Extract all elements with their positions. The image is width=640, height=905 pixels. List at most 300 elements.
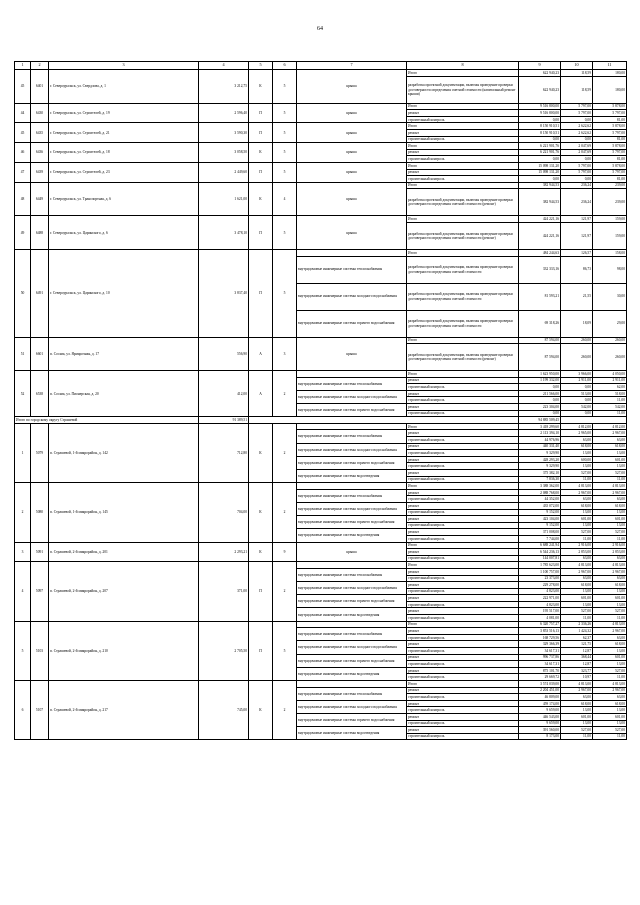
- house-floors: 5: [273, 621, 297, 680]
- limit-cost-value: 601,00: [593, 456, 627, 463]
- cost-value: 15 098 131,20: [519, 162, 561, 169]
- cost-value: 0,00: [519, 384, 561, 391]
- table-row: [15, 143, 627, 150]
- unit-cost-value: 13,00: [561, 720, 593, 727]
- work-type: строительный контроль: [407, 450, 519, 457]
- limit-cost-value: 13,00: [593, 707, 627, 714]
- limit-cost-value: 601,00: [593, 595, 627, 602]
- work-type: ремонт: [407, 713, 519, 720]
- cost-value: 1 199 332,00: [519, 377, 561, 384]
- work-type: ремонт: [407, 377, 519, 384]
- house-address: п. Страшевой, 2-й микрорайон, д. 217: [49, 681, 199, 740]
- cost-value: 195 517,00: [519, 608, 561, 615]
- limit-cost-value: 63,00: [593, 694, 627, 701]
- col-header: 6: [273, 62, 297, 70]
- house-class: К: [249, 542, 273, 562]
- unit-cost-value: 13,00: [561, 601, 593, 608]
- unit-cost-value: 601,00: [561, 713, 593, 720]
- house-address: г. Североуральск, ул. Свердлова, д. 1: [49, 70, 199, 104]
- limit-cost-value: 29,00: [593, 310, 627, 337]
- work-type: Итого: [407, 143, 519, 150]
- house-area: 2 449,60: [199, 162, 249, 182]
- unit-cost-value: 236,24: [561, 182, 593, 189]
- system-name: крыша: [297, 70, 407, 104]
- work-type: Итого: [407, 371, 519, 378]
- work-type: ремонт: [407, 169, 519, 176]
- limit-cost-value: 30,00: [593, 283, 627, 310]
- cost-value: 81 593,21: [519, 283, 561, 310]
- cost-value: 69 318,26: [519, 310, 561, 337]
- unit-cost-value: 618,00: [561, 502, 593, 509]
- work-type: строительный контроль: [407, 615, 519, 622]
- cost-value: 332 333,16: [519, 256, 561, 283]
- row-number: 46: [15, 143, 31, 163]
- limit-cost-value: 601,00: [593, 654, 627, 661]
- cost-value: 0,00: [519, 176, 561, 183]
- work-type: строительный контроль: [407, 437, 519, 444]
- limit-cost-value: 63,00: [593, 555, 627, 562]
- cost-value: 9 659,00: [519, 720, 561, 727]
- system-name: внутридомовые инженерные системы водоотведения: [297, 727, 407, 740]
- house-floors: 2: [273, 371, 297, 417]
- work-type: строительный контроль: [407, 496, 519, 503]
- house-area: 745,00: [199, 681, 249, 740]
- work-type: ремонт: [407, 549, 519, 556]
- system-name: внутридомовые инженерные системы горячего водоснабжения: [297, 713, 407, 726]
- limit-cost-value: 158,00: [593, 249, 627, 256]
- unit-cost-value: 618,00: [561, 700, 593, 707]
- limit-cost-value: 13,00: [593, 509, 627, 516]
- system-name: внутридомовые инженерные системы горячего водоснабжения: [297, 654, 407, 667]
- system-name: внутридомовые инженерные системы теплоснабжения: [297, 687, 407, 700]
- work-type: строительный контроль: [407, 535, 519, 542]
- limit-cost-value: 81,00: [593, 156, 627, 163]
- house-floors: 5: [273, 162, 297, 182]
- house-address: г. Североуральск, ул. Строителей, д. 21: [49, 123, 199, 143]
- house-class: К: [249, 70, 273, 104]
- cost-value: 211 566,00: [519, 390, 561, 397]
- table-row: [15, 70, 627, 77]
- unit-cost-value: 0,00: [561, 397, 593, 404]
- table-row: [15, 216, 627, 223]
- limit-cost-value: 618,00: [593, 582, 627, 589]
- cost-value: 223 304,00: [519, 404, 561, 411]
- work-type: ремонт: [407, 129, 519, 136]
- work-type: Итого: [407, 483, 519, 490]
- limit-cost-value: 601,00: [593, 713, 627, 720]
- cost-value: 1 100 757,00: [519, 568, 561, 575]
- house-class: К: [249, 483, 273, 542]
- unit-cost-value: 527,00: [561, 608, 593, 615]
- work-type: разработка проектной документации, включая проведение проверки достоверности определения сметной стоимости (ремонт): [407, 189, 519, 216]
- house-area: 3 212,75: [199, 70, 249, 104]
- limit-cost-value: 527,00: [593, 667, 627, 674]
- work-type: строительный контроль: [407, 476, 519, 483]
- limit-cost-value: 2 853,00: [593, 549, 627, 556]
- cost-value: 8 173,00: [519, 733, 561, 740]
- system-name: внутридомовые инженерные системы холодного водоснабжения: [297, 283, 407, 310]
- unit-cost-value: 601,00: [561, 595, 593, 602]
- unit-cost-value: 4 813,00: [561, 681, 593, 688]
- cost-value: 7 836,30: [519, 476, 561, 483]
- work-type: ремонт: [407, 654, 519, 661]
- house-class: А: [249, 337, 273, 371]
- unit-cost-value: 2 916,00: [561, 542, 593, 549]
- system-name: внутридомовые инженерные системы холодного водоснабжения: [297, 502, 407, 515]
- work-type: ремонт: [407, 628, 519, 635]
- work-type: строительный контроль: [407, 634, 519, 641]
- unit-cost-value: 0,00: [561, 410, 593, 417]
- empty-cell: [249, 417, 519, 424]
- house-id: 5079: [31, 423, 49, 482]
- unit-cost-value: 118,59: [561, 76, 593, 103]
- system-name: внутридомовые инженерные системы теплоснабжения: [297, 430, 407, 443]
- col-header: 11: [593, 62, 627, 70]
- work-type: ремонт: [407, 502, 519, 509]
- unit-cost-value: 63,00: [561, 555, 593, 562]
- col-header: 7: [297, 62, 407, 70]
- unit-cost-value: 11,00: [561, 733, 593, 740]
- unit-cost-value: 601,00: [561, 516, 593, 523]
- unit-cost-value: 121,97: [561, 222, 593, 249]
- work-type: разработка проектной документации, включая проведение проверки достоверности определения сметной стоимости: [407, 283, 519, 310]
- house-class: П: [249, 123, 273, 143]
- cost-value: 9 152,00: [519, 522, 561, 529]
- limit-cost-value: 81,00: [593, 116, 627, 123]
- house-area: 3 058,50: [199, 143, 249, 163]
- work-type: Итого: [407, 123, 519, 130]
- table-row: [15, 337, 627, 344]
- table-row: [15, 681, 627, 688]
- system-name: внутридомовые инженерные системы водоотведения: [297, 608, 407, 621]
- cost-value: 423 104,00: [519, 516, 561, 523]
- row-number: 48: [15, 182, 31, 216]
- unit-cost-value: 527,00: [561, 470, 593, 477]
- limit-cost-value: 159,00: [593, 216, 627, 223]
- unit-cost-value: 4 813,00: [561, 562, 593, 569]
- unit-cost-value: 4 813,00: [561, 483, 593, 490]
- unit-cost-value: 4 812,00: [561, 423, 593, 430]
- house-area: 1 621,00: [199, 182, 249, 216]
- cost-value: 3 388 362,00: [519, 483, 561, 490]
- work-type: ремонт: [407, 110, 519, 117]
- work-type: строительный контроль: [407, 733, 519, 740]
- cost-value: 6 320 757,27: [519, 621, 561, 628]
- unit-cost-value: 126,57: [561, 249, 593, 256]
- district-total-area: 91 389,51: [199, 417, 249, 424]
- row-number: 2: [15, 483, 31, 542]
- work-type: ремонт: [407, 529, 519, 536]
- house-class: П: [249, 562, 273, 621]
- unit-cost-value: 618,00: [561, 443, 593, 450]
- limit-cost-value: 5 878,00: [593, 103, 627, 110]
- unit-cost-value: 618,00: [561, 582, 593, 589]
- system-name: крыша: [297, 162, 407, 182]
- cost-value: 4 823,00: [519, 588, 561, 595]
- cost-value: 382 944,53: [519, 182, 561, 189]
- limit-cost-value: 13,00: [593, 463, 627, 470]
- house-id: 6449: [31, 182, 49, 216]
- limit-cost-value: 13,00: [593, 648, 627, 655]
- house-area: 3 837,40: [199, 249, 249, 337]
- house-address: г. Североуральск, ул. Царинского, д. 6: [49, 216, 199, 250]
- row-number: 45: [15, 70, 31, 104]
- work-type: ремонт: [407, 443, 519, 450]
- work-type: разработка проектной документации, включая проведение проверки достоверности определения сметной стоимости (ремонт): [407, 222, 519, 249]
- cost-value: 875 101,70: [519, 667, 561, 674]
- row-number: 52: [15, 371, 31, 417]
- cost-value: 44 976,96: [519, 437, 561, 444]
- system-name: внутридомовые инженерные системы горячего водоснабжения: [297, 310, 407, 337]
- cost-value: 8 150 910,51: [519, 123, 561, 130]
- house-id: 6538: [31, 371, 49, 417]
- table-row: [15, 123, 627, 130]
- house-floors: 3: [273, 337, 297, 371]
- house-id: 6430: [31, 103, 49, 123]
- system-name: внутридомовые инженерные системы горячего водоснабжения: [297, 404, 407, 417]
- col-header: 1: [15, 62, 31, 70]
- system-name: внутридомовые инженерные системы холодного водоснабжения: [297, 390, 407, 403]
- unit-cost-value: 260,00: [561, 337, 593, 344]
- cost-value: 0,00: [519, 116, 561, 123]
- limit-cost-value: 4 050,00: [593, 371, 627, 378]
- limit-cost-value: 4 813,00: [593, 621, 627, 628]
- limit-cost-value: 81,00: [593, 176, 627, 183]
- system-name: внутридомовые инженерные системы теплоснабжения: [297, 568, 407, 581]
- cost-value: 3 853 516,13: [519, 628, 561, 635]
- work-type: строительный контроль: [407, 648, 519, 655]
- table-row: [15, 562, 627, 569]
- work-type: Итого: [407, 182, 519, 189]
- house-id: 6439: [31, 162, 49, 182]
- cost-value: 34 617,31: [519, 648, 561, 655]
- unit-cost-value: 11,00: [561, 615, 593, 622]
- work-type: строительный контроль: [407, 522, 519, 529]
- work-type: строительный контроль: [407, 384, 519, 391]
- house-area: 712,80: [199, 423, 249, 482]
- work-type: строительный контроль: [407, 661, 519, 668]
- cost-value: 1 785 623,00: [519, 562, 561, 569]
- unit-cost-value: 13,00: [561, 509, 593, 516]
- work-type: разработка проектной документации, включая проведение проверки достоверности определения сметной стоимости: [407, 256, 519, 283]
- house-floors: 2: [273, 562, 297, 621]
- work-type: ремонт: [407, 667, 519, 674]
- unit-cost-value: 5 797,00: [561, 162, 593, 169]
- cost-value: 229 278,00: [519, 582, 561, 589]
- system-name: крыша: [297, 542, 407, 562]
- unit-cost-value: 0,00: [561, 156, 593, 163]
- cost-value: 622 940,23: [519, 70, 561, 77]
- unit-cost-value: 12,87: [561, 661, 593, 668]
- cost-value: 459 174,00: [519, 700, 561, 707]
- system-name: [297, 681, 407, 688]
- work-type: строительный контроль: [407, 674, 519, 681]
- system-name: внутридомовые инженерные системы холодного водоснабжения: [297, 582, 407, 595]
- house-class: А: [249, 371, 273, 417]
- system-name: крыша: [297, 337, 407, 371]
- house-id: 5103: [31, 621, 49, 680]
- unit-cost-value: 121,75: [561, 641, 593, 648]
- house-area: 2 705,50: [199, 621, 249, 680]
- column-number-row: [15, 62, 627, 70]
- work-type: строительный контроль: [407, 720, 519, 727]
- work-type: ремонт: [407, 470, 519, 477]
- work-type: строительный контроль: [407, 694, 519, 701]
- house-address: п. Сосьва, ул. Пионерская, д. 20: [49, 371, 199, 417]
- row-number: 6: [15, 681, 31, 740]
- cost-value: 9 516 800,00: [519, 110, 561, 117]
- limit-cost-value: 63,00: [593, 496, 627, 503]
- limit-cost-value: 13,00: [593, 720, 627, 727]
- row-number: 49: [15, 216, 31, 250]
- col-header: 8: [407, 62, 519, 70]
- cost-value: 8 150 910,51: [519, 129, 561, 136]
- cost-value: 44 352,00: [519, 496, 561, 503]
- unit-cost-value: 5 797,00: [561, 103, 593, 110]
- unit-cost-value: 11,00: [561, 535, 593, 542]
- limit-cost-value: 5 797,00: [593, 169, 627, 176]
- cost-value: 23 373,00: [519, 575, 561, 582]
- limit-cost-value: 81,00: [593, 136, 627, 143]
- work-type: ремонт: [407, 641, 519, 648]
- table-row: [15, 371, 627, 378]
- unit-cost-value: 513,00: [561, 390, 593, 397]
- unit-cost-value: 13,00: [561, 463, 593, 470]
- system-name: внутридомовые инженерные системы горячего водоснабжения: [297, 456, 407, 469]
- unit-cost-value: 13,00: [561, 522, 593, 529]
- unit-cost-value: 5 797,00: [561, 169, 593, 176]
- cost-value: 168 729,56: [519, 634, 561, 641]
- work-type: Итого: [407, 103, 519, 110]
- house-floors: 9: [273, 542, 297, 562]
- house-floors: 2: [273, 681, 297, 740]
- unit-cost-value: 2 967,00: [561, 568, 593, 575]
- house-id: 5091: [31, 542, 49, 562]
- cost-value: 484 244,63: [519, 249, 561, 256]
- house-class: П: [249, 162, 273, 182]
- cost-value: 435 072,00: [519, 502, 561, 509]
- capital-repair-table: [14, 61, 627, 740]
- limit-cost-value: 180,00: [593, 76, 627, 103]
- unit-cost-value: 600,00: [561, 456, 593, 463]
- unit-cost-value: 368,44: [561, 654, 593, 661]
- table-body: [15, 62, 627, 740]
- row-number: 50: [15, 249, 31, 337]
- cost-value: 428 293,20: [519, 456, 561, 463]
- cost-value: 87 594,00: [519, 344, 561, 371]
- limit-cost-value: 13,00: [593, 450, 627, 457]
- col-header: 10: [561, 62, 593, 70]
- system-name: внутридомовые инженерные системы водоотведения: [297, 470, 407, 483]
- limit-cost-value: 2 967,00: [593, 430, 627, 437]
- unit-cost-value: 2 047,69: [561, 149, 593, 156]
- system-name: внутридомовые инженерные системы водоотведения: [297, 667, 407, 680]
- unit-cost-value: 13,00: [561, 450, 593, 457]
- unit-cost-value: 236,24: [561, 189, 593, 216]
- page-number: 64: [317, 26, 323, 32]
- capital-repair-table-container: [14, 61, 626, 740]
- limit-cost-value: 159,00: [593, 222, 627, 249]
- system-name: крыша: [297, 123, 407, 143]
- work-type: строительный контроль: [407, 176, 519, 183]
- limit-cost-value: 239,00: [593, 189, 627, 216]
- cost-value: 6 544 236,13: [519, 549, 561, 556]
- house-address: г. Североуральск, ул. Транспортная, д. 6: [49, 182, 199, 216]
- work-type: строительный контроль: [407, 397, 519, 404]
- unit-cost-value: 2 047,69: [561, 143, 593, 150]
- work-type: ремонт: [407, 516, 519, 523]
- work-type: строительный контроль: [407, 156, 519, 163]
- work-type: строительный контроль: [407, 136, 519, 143]
- unit-cost-value: 2 911,00: [561, 377, 593, 384]
- work-type: Итого: [407, 562, 519, 569]
- unit-cost-value: 3 966,00: [561, 371, 593, 378]
- limit-cost-value: 4 813,00: [593, 483, 627, 490]
- empty-cell: [561, 417, 627, 424]
- limit-cost-value: 618,00: [593, 700, 627, 707]
- house-floors: 2: [273, 483, 297, 542]
- limit-cost-value: 11,00: [593, 674, 627, 681]
- cost-value: 446 543,00: [519, 713, 561, 720]
- house-address: г. Североуральск, ул. Строителей, д. 18: [49, 143, 199, 163]
- system-name: внутридомовые инженерные системы водоотведения: [297, 529, 407, 542]
- row-number: 45: [15, 123, 31, 143]
- work-type: ремонт: [407, 582, 519, 589]
- limit-cost-value: 11,00: [593, 476, 627, 483]
- work-type: ремонт: [407, 489, 519, 496]
- limit-cost-value: 260,00: [593, 344, 627, 371]
- work-type: Итого: [407, 70, 519, 77]
- unit-cost-value: 0,00: [561, 384, 593, 391]
- system-name: крыша: [297, 143, 407, 163]
- cost-value: 0,00: [519, 410, 561, 417]
- house-floors: 2: [273, 423, 297, 482]
- house-area: 2 293,21: [199, 542, 249, 562]
- cost-value: 29 669,72: [519, 674, 561, 681]
- cost-value: 3 418 299,60: [519, 423, 561, 430]
- unit-cost-value: 63,00: [561, 575, 593, 582]
- limit-cost-value: 11,00: [593, 397, 627, 404]
- cost-value: 0,00: [519, 397, 561, 404]
- work-type: строительный контроль: [407, 575, 519, 582]
- house-address: п. Страшевой, 2-й микрорайон, д. 207: [49, 562, 199, 621]
- system-name: [297, 249, 407, 256]
- cost-value: 4 081,00: [519, 615, 561, 622]
- house-floors: 5: [273, 103, 297, 123]
- house-id: 6401: [31, 70, 49, 104]
- house-floors: 5: [273, 143, 297, 163]
- unit-cost-value: 62,37: [561, 634, 593, 641]
- house-area: 371,00: [199, 562, 249, 621]
- cost-value: 424 221,16: [519, 222, 561, 249]
- unit-cost-value: 2 965,00: [561, 430, 593, 437]
- row-number: 5: [15, 621, 31, 680]
- unit-cost-value: 260,00: [561, 344, 593, 371]
- table-row: [15, 542, 627, 549]
- limit-cost-value: 601,00: [593, 516, 627, 523]
- work-type: ремонт: [407, 404, 519, 411]
- cost-value: 6 221 901,76: [519, 143, 561, 150]
- work-type: строительный контроль: [407, 509, 519, 516]
- work-type: строительный контроль: [407, 410, 519, 417]
- table-row: [15, 621, 627, 628]
- house-id: 6491: [31, 249, 49, 337]
- house-area: 3 478,10: [199, 216, 249, 250]
- house-id: 5080: [31, 483, 49, 542]
- unit-cost-value: 121,97: [561, 216, 593, 223]
- cost-value: 15 098 131,20: [519, 169, 561, 176]
- work-type: строительный контроль: [407, 601, 519, 608]
